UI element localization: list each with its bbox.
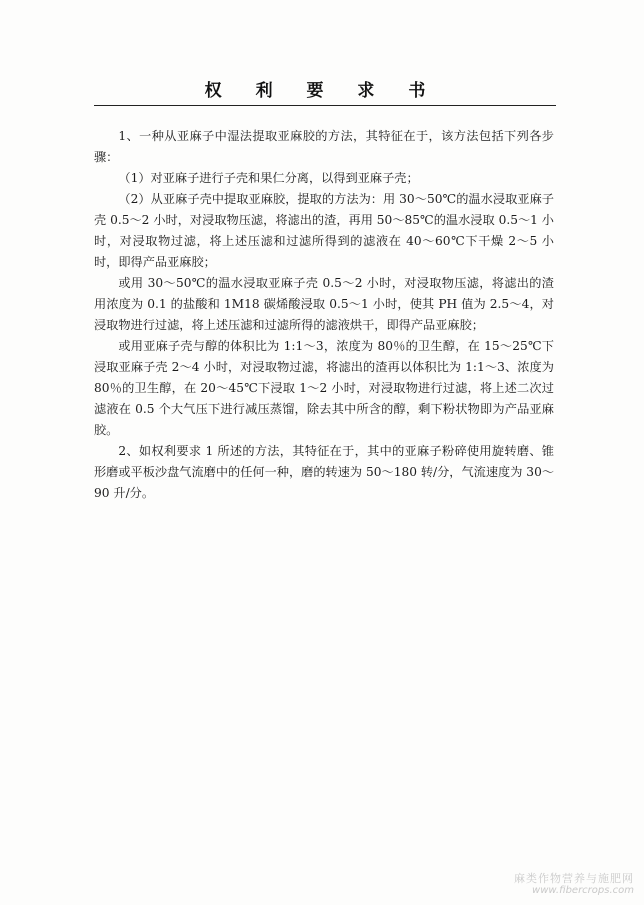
document-title: 权 利 要 求 书 bbox=[204, 81, 440, 101]
claim-1-alternative-a: 或用 30～50℃的温水浸取亚麻子壳 0.5～2 小时，对浸取物压滤，将滤出的渣用浓度为 0.1 的盐酸和 1M18 碳烯酸浸取 0.5～1 小时，使其 PH 值为 2.5～4，对浸取物进行过滤，将上述压滤和过滤所得的滤液烘干，即得产品亚麻胶； bbox=[94, 276, 554, 332]
claims-body bbox=[94, 126, 554, 504]
claim-1-intro: 1、一种从亚麻子中湿法提取亚麻胶的方法，其特征在于，该方法包括下列各步骤： bbox=[94, 129, 554, 164]
claim-1-step-2: （2）从亚麻子壳中提取亚麻胶，提取的方法为：用 30～50℃的温水浸取亚麻子壳 0.5～2 小时，对浸取物压滤，将滤出的渣，再用 50～85℃的温水浸取 0.5～1 小时，对浸取物过滤，将上述压滤和过滤所得到的滤液在 40～60℃下干燥 2～5 小时，即得产品亚麻胶； bbox=[94, 192, 554, 269]
claim-1-alternative-b: 或用亚麻子壳与醇的体积比为 1:1～3，浓度为 80％的卫生醇，在 15～25℃下浸取亚麻子壳 2～4 小时，对浸取物过滤，将滤出的渣再以体积比为 1:1～3、浓度为 80％的卫生醇，在 20～45℃下浸取 1～2 小时，对浸取物进行过滤，将上述二次过滤液在 0.5 个大气压下进行减压蒸馏，除去其中所含的醇，剩下粉状物即为产品亚麻胶。 bbox=[94, 339, 554, 437]
claim-2: 2、如权利要求 1 所述的方法，其特征在于，其中的亚麻子粉碎使用旋转磨、锥形磨或平板沙盘气流磨中的任何一种，磨的转速为 50～180 转/分，气流速度为 30～90 升/分。 bbox=[94, 444, 555, 500]
watermark-text: 麻类作物营养与施肥网 bbox=[514, 872, 634, 885]
site-watermark bbox=[514, 873, 634, 897]
claim-1-step-1: （1）对亚麻子进行子壳和果仁分离，以得到亚麻子壳； bbox=[118, 171, 419, 185]
title-divider bbox=[94, 105, 556, 106]
watermark-url: www.fibercrops.com bbox=[532, 885, 634, 896]
